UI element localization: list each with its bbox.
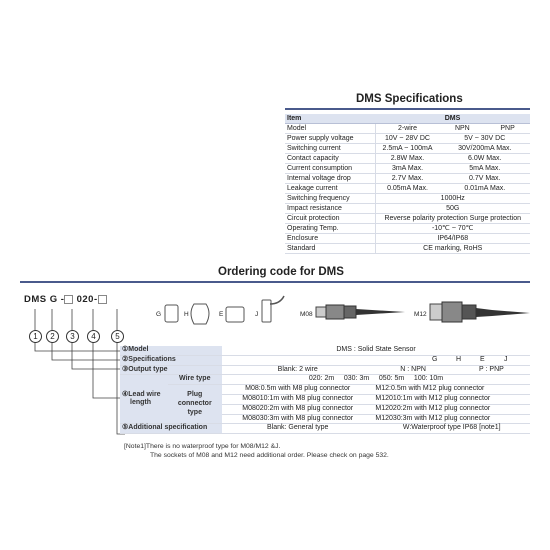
plug-m12: M12010:1m with M12 plug connector [373, 394, 530, 404]
ordering-table [120, 346, 530, 434]
plug-m08: M08030:3m with M8 plug connector [222, 414, 373, 424]
spec-cell: 2.8W Max. [375, 154, 440, 164]
connector-label-m08: M08 [300, 311, 313, 318]
plug-m12: M12:0.5m with M12 plug connector [373, 385, 530, 395]
ordering-label: ③Output type [120, 365, 222, 375]
connector-h-shape [191, 304, 209, 324]
spec-cell: CE marking, RoHS [375, 244, 530, 254]
connector-label-j: J [255, 311, 259, 318]
spec-cell: 1000Hz [375, 194, 530, 204]
ordering-value [222, 355, 530, 365]
code-part-spec: G [49, 294, 58, 305]
spec-cell: 2-wire [375, 124, 440, 134]
connector-label-g: G [156, 311, 162, 318]
spec-cell: 30V/200mA Max. [440, 144, 531, 154]
ordering-row-model [120, 346, 530, 355]
plug-label-line1: Plug [187, 391, 203, 399]
code-dash: - [60, 294, 65, 305]
ordering-row-output [120, 365, 530, 375]
spec-cell: 5mA Max. [440, 164, 531, 174]
spec-option: J [504, 355, 508, 363]
spec-cell: NPN [440, 124, 486, 134]
spec-cell: 0.05mA Max. [375, 184, 440, 194]
code-part-model: DMS [24, 294, 47, 305]
callout-circle-3: 3 [66, 330, 79, 343]
callout-circle-1: 1 [29, 330, 42, 343]
spec-row-label: Leakage current [285, 184, 375, 194]
callout-circle-2: 2 [46, 330, 59, 343]
ordering-row-additional [120, 424, 530, 434]
spec-row-label: Power supply voltage [285, 134, 375, 144]
plug-m08: M08020:2m with M8 plug connector [222, 404, 373, 414]
note-2: The sockets of M08 and M12 need additional order. Please check on page 532. [150, 452, 389, 459]
connector-label-h: H [184, 311, 189, 318]
spec-header-dms: DMS [375, 114, 530, 124]
spec-cell: PNP [485, 124, 530, 134]
ordering-value: DMS : Solid State Sensor [222, 346, 530, 355]
ordering-value: Blank: 2 wire [222, 365, 373, 375]
spec-cell: 5V ~ 30V DC [440, 134, 531, 144]
spec-row-label: Circuit protection [285, 214, 375, 224]
spec-row-label: Impact resistance [285, 204, 375, 214]
spec-row-label: Switching frequency [285, 194, 375, 204]
spec-row-label: Operating Temp. [285, 224, 375, 234]
spec-option: G [432, 355, 438, 363]
callout-circle-4: 4 [87, 330, 100, 343]
spec-row-label: Current consumption [285, 164, 375, 174]
spec-option: H [456, 355, 462, 363]
spec-title: DMS Specifications [356, 93, 463, 105]
spec-cell: 50G [375, 204, 530, 214]
spec-row-label: Contact capacity [285, 154, 375, 164]
connector-m12-shape [430, 302, 530, 322]
plug-m08: M08:0.5m with M8 plug connector [222, 385, 373, 395]
plug-m08: M08010:1m with M8 plug connector [222, 394, 373, 404]
spec-cell: 2.7V Max. [375, 174, 440, 184]
spec-row-label: Model [285, 124, 375, 134]
plug-label-line2: connector [177, 399, 212, 407]
ordering-value: Blank: General type [222, 424, 373, 434]
spec-row-label: Standard [285, 244, 375, 254]
spec-row-label: Switching current [285, 144, 375, 154]
connector-j-shape [262, 300, 271, 322]
spec-cell: 6.0W Max. [440, 154, 531, 164]
spec-cell: 0.7V Max. [440, 174, 531, 184]
plug-label-line3: type [187, 408, 202, 416]
connector-g-shape [165, 305, 178, 322]
spec-row-label: Internal voltage drop [285, 174, 375, 184]
ordering-label: ②Specifications [120, 355, 222, 365]
spec-cell: -10℃ ~ 70℃ [375, 224, 530, 234]
lead-label-line2: length [130, 399, 151, 407]
connector-label-m12: M12 [414, 311, 427, 318]
wire-type-label: Wire type [168, 375, 222, 385]
lead-label-line1: ④Lead wire [122, 390, 161, 398]
ordering-value: W:Waterproof type IP68 [note1] [373, 424, 530, 434]
connector-label-e: E [219, 311, 224, 318]
spec-cell: Reverse polarity protection Surge protection [375, 214, 530, 224]
plug-row [120, 385, 530, 395]
plug-m12: M12030:3m with M12 plug connector [373, 414, 530, 424]
spec-option: E [480, 355, 485, 363]
callout-lines [35, 309, 125, 434]
ordering-title: Ordering code for DMS [218, 266, 344, 278]
ordering-row-wire-type [120, 375, 530, 385]
ordering-row-spec [120, 355, 530, 365]
wire-type-values: 020: 2m 030: 3m 050: 5m 100: 10m [222, 375, 530, 385]
callout-circle-5: 5 [111, 330, 124, 343]
connector-m08-shape [316, 305, 405, 319]
spec-cell: 3mA Max. [375, 164, 440, 174]
spec-header-item: Item [285, 114, 375, 124]
plug-label [168, 385, 222, 424]
code-part-length: 020 [76, 294, 94, 305]
ordering-value: P : PNP [453, 365, 530, 375]
note-1: [Note1]There is no waterproof type for M08/M12 &J. [124, 443, 281, 450]
spec-cell: 2.5mA ~ 100mA [375, 144, 440, 154]
ordering-label-lead [120, 375, 168, 424]
ordering-label: ⑤Additional specification [120, 424, 222, 434]
plug-m12: M12020:2m with M12 plug connector [373, 404, 530, 414]
spec-row-label: Enclosure [285, 234, 375, 244]
connector-j-cable [270, 296, 284, 304]
connector-e-shape [226, 307, 244, 322]
spec-cell: 10V ~ 28V DC [375, 134, 440, 144]
ordering-value: N : NPN [373, 365, 452, 375]
code-dash: - [93, 294, 98, 305]
spec-cell: IP64/IP68 [375, 234, 530, 244]
spec-cell: 0.01mA Max. [440, 184, 531, 194]
ordering-label: ①Model [120, 346, 222, 355]
